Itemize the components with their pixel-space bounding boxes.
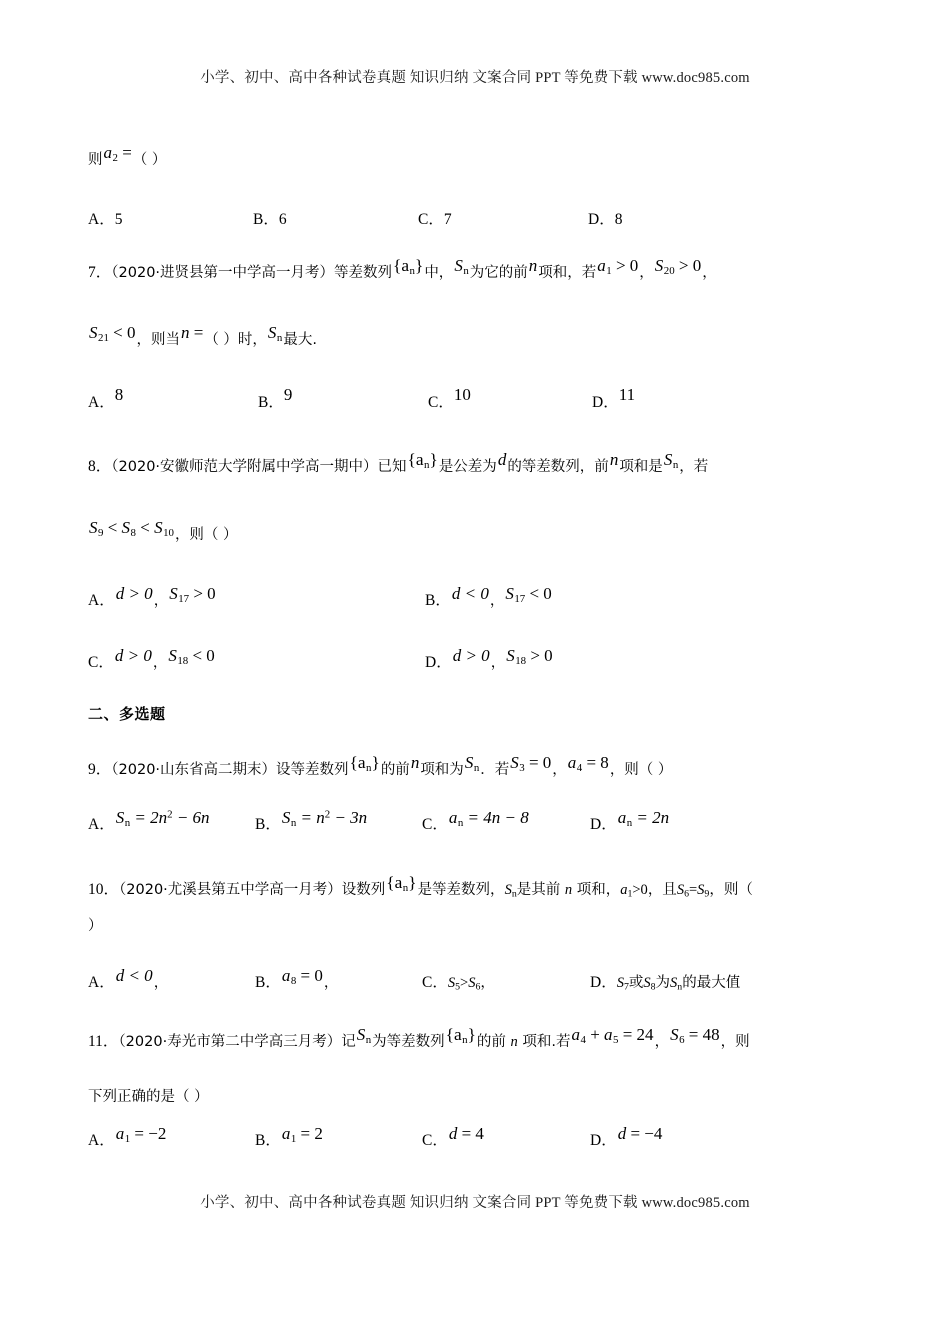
q9-option-c[interactable] (422, 808, 530, 835)
q11-text-b: 为等差数列 (372, 1034, 445, 1050)
q7-option-c[interactable] (428, 385, 471, 412)
q8-number: 8． (88, 458, 112, 475)
q8-option-b-math2: $S_{17} < 0$ (505, 584, 552, 606)
q9-text-d: ．若 (480, 762, 510, 778)
q9-option-d[interactable] (590, 808, 670, 835)
q7-line2-n: n = (180, 323, 204, 342)
question-11-stem-line1 (88, 1025, 878, 1052)
q10-option-c[interactable] (422, 970, 495, 992)
q7-option-b-label: B． (258, 394, 284, 411)
q9-text-c: 项和为 (420, 762, 464, 778)
q11-sn-math: $S_n$ (356, 1025, 372, 1047)
q8-d-math: d (497, 450, 507, 469)
q10-option-d-math-1: $S_7$ (616, 975, 629, 993)
q11-option-a-label: A． (88, 1132, 115, 1149)
q8-option-a[interactable] (88, 584, 217, 611)
q6-option-b-label: B． (253, 211, 279, 228)
question-7-stem-line1 (88, 256, 878, 283)
question-8-stem-line2 (88, 518, 878, 545)
q8-option-c-math2: $S_{18} < 0$ (168, 646, 215, 668)
q10-option-d-math-3: $S_n$ (670, 975, 683, 993)
q6-option-c-label: C． (418, 211, 444, 228)
q8-option-d[interactable] (425, 646, 554, 673)
q9-option-d-math: $a_n = 2n$ (617, 808, 670, 830)
q6-option-a[interactable] (88, 207, 122, 229)
q11-sequence-math: $\{a_n\}$ (445, 1025, 476, 1047)
q11-text-a: 记 (341, 1034, 356, 1050)
q7-option-a-label: A． (88, 394, 115, 411)
q7-condition-3: $S_{21} < 0$ (89, 323, 136, 345)
q6-option-a-text: 5 (114, 211, 123, 228)
q8-text-a: 已知 (377, 459, 407, 475)
q8-inequality: $S_9 < S_8 < S_{10}$ (89, 518, 174, 540)
q10-option-b-math: $a_8 = 0$ (281, 966, 323, 988)
q8-option-d-math2: $S_{18} > 0$ (506, 646, 553, 668)
q10-option-a-label: A． (88, 974, 115, 991)
q8-option-d-sep: ， (490, 655, 506, 671)
q9-sn-math: $S_n$ (464, 753, 480, 775)
q11-text-d: 项和.若 (517, 1034, 571, 1050)
q7-number: 7． (88, 264, 112, 281)
running-head: 小学、初中、高中各种试卷真题 知识归纳 文案合同 PPT 等免费下载 www.doc985.com (200, 70, 750, 86)
q11-option-c-label: C． (422, 1132, 448, 1149)
q9-option-b[interactable] (255, 808, 368, 835)
q11-n-math: n (510, 1034, 518, 1050)
q8-text-b: 是公差为 (438, 459, 497, 475)
q11-condition-2: $S_6 = 48$ (670, 1025, 720, 1047)
q8-option-b[interactable] (425, 584, 553, 611)
q10-option-d[interactable] (590, 970, 740, 992)
q10-text-f: ，则（ (709, 882, 753, 898)
q8-option-b-sep: ， (489, 593, 505, 609)
q8-option-c-label: C． (88, 654, 114, 671)
q11-option-a[interactable] (88, 1124, 167, 1151)
q8-option-d-label: D． (425, 654, 452, 671)
q10-source: （2020·尤溪县第五中学高一月考） (119, 882, 342, 898)
q7-text-d: 项和，若 (538, 265, 597, 281)
q7-option-d-text: 11 (618, 385, 636, 404)
q10-option-b[interactable] (255, 966, 339, 993)
q10-a1-condition: $a_1>0$ (620, 882, 648, 900)
q6-option-a-label: A． (88, 211, 115, 228)
q10-option-c-math: $S_5>S_6$ (447, 975, 481, 993)
q10-option-d-label: D． (590, 974, 617, 991)
q11-number: 11． (88, 1033, 119, 1050)
q11-source: （2020·寿光市第二中学高三月考） (118, 1034, 342, 1050)
q8-text-c: 的等差数列，前 (507, 459, 609, 475)
q7-line2-text-c: 最大. (283, 332, 317, 348)
q8-option-c[interactable] (88, 646, 216, 673)
q10-text-d: 项和， (572, 882, 621, 898)
q11-comma-1: ， (654, 1034, 670, 1050)
q10-option-d-math-2: $S_8$ (643, 975, 656, 993)
q9-tail: ，则（ ） (609, 762, 673, 778)
q7-line2-text-b: 时， (237, 332, 267, 348)
q8-option-c-math: d > 0 (114, 646, 152, 665)
q8-option-a-math: d > 0 (115, 584, 153, 603)
q10-option-c-tail: ， (480, 975, 495, 991)
q8-option-a-label: A． (88, 592, 115, 609)
q11-option-a-math: $a_1 = -2$ (115, 1124, 167, 1146)
question-9-stem (88, 753, 878, 780)
q8-n-math: n (609, 450, 619, 469)
q11-option-b-label: B． (255, 1132, 281, 1149)
q9-option-c-math: $a_n = 4n - 8$ (448, 808, 529, 830)
q6-option-c[interactable] (418, 207, 452, 229)
q11-option-d-label: D． (590, 1132, 617, 1149)
q10-option-d-mid: 或 (628, 975, 644, 991)
q6-answer-paren: （ ） (132, 152, 167, 168)
q9-option-a[interactable] (88, 808, 211, 835)
q8-option-c-sep: ， (152, 655, 168, 671)
q11-option-d-math: d = −4 (617, 1124, 663, 1143)
q7-comma-2: ， (702, 265, 717, 281)
q9-option-a-math: $S_n = 2n^2 - 6n$ (115, 808, 210, 830)
q10-option-b-label: B． (255, 974, 281, 991)
section-heading-multiple-choice: 二、多选题 (88, 705, 166, 723)
q7-text-b: 中， (424, 265, 454, 281)
q11-option-c-math: d = 4 (448, 1124, 484, 1143)
q10-sn-math: $S_n$ (504, 882, 517, 900)
q7-option-d-label: D． (592, 394, 619, 411)
question-7-stem-line2 (88, 323, 878, 350)
q7-option-c-label: C． (428, 394, 454, 411)
q10-option-d-mid2: 为 (655, 975, 671, 991)
q8-sequence-math: $\{a_n\}$ (407, 450, 438, 472)
q11-option-b-math: $a_1 = 2$ (281, 1124, 323, 1146)
q8-option-b-label: B． (425, 592, 451, 609)
q7-n-math: n (528, 256, 538, 275)
q8-line2-tail: ，则（ ） (174, 527, 238, 543)
q9-option-d-label: D． (590, 816, 617, 833)
q6-option-d-label: D． (588, 211, 615, 228)
q10-option-b-tail: ， (323, 975, 339, 991)
q9-option-b-label: B． (255, 816, 281, 833)
q7-option-a[interactable] (88, 385, 124, 412)
q9-text-b: 的前 (380, 762, 410, 778)
q9-condition-1: $S_3 = 0$ (510, 753, 552, 775)
q11-option-c[interactable] (422, 1124, 485, 1150)
q7-text-a: 等差数列 (334, 265, 393, 281)
q9-condition-2: $a_4 = 8$ (567, 753, 609, 775)
q7-line2-sn: $S_n$ (267, 323, 283, 345)
q8-source: （2020·安徽师范大学附属中学高一期中） (111, 459, 378, 475)
q8-text-d: 项和是 (619, 459, 663, 475)
question-8-stem-line1 (88, 450, 878, 477)
question-6-stem-tail (88, 143, 878, 170)
q6-stem-lead: 则 (88, 152, 103, 168)
q7-condition-1: $a_1 > 0$ (597, 256, 639, 278)
q10-n-math: n (564, 882, 573, 898)
q6-option-b[interactable] (253, 207, 287, 229)
q11-condition-1: $a_4 + a_5 = 24$ (571, 1025, 654, 1047)
q11-line2-text: 下列正确的是（ ） (88, 1089, 209, 1105)
q10-text-a: 设数列 (341, 882, 386, 898)
q9-text-a: 设等差数列 (276, 762, 349, 778)
q9-n-math: n (410, 753, 420, 772)
q10-text-c: 是其前 (516, 882, 565, 898)
q7-source: （2020·进贤县第一中学高一月考） (111, 265, 335, 281)
q10-number: 10． (88, 881, 120, 898)
q6-stem-math: $a_2$ = (103, 143, 132, 165)
q9-number: 9． (88, 761, 112, 778)
q7-sn-math: $S_n$ (454, 256, 469, 278)
q7-text-c: 为它的前 (469, 265, 528, 281)
q10-sequence-math: $\{a_n\}$ (386, 873, 417, 895)
q10-option-a-tail: ， (153, 975, 169, 991)
q8-sn-math: $S_n$ (663, 450, 679, 472)
q10-option-a[interactable] (88, 966, 169, 992)
q10-text-b: 是等差数列， (417, 882, 505, 898)
q9-option-a-label: A． (88, 816, 115, 833)
q10-option-c-label: C． (422, 974, 448, 991)
q6-option-d-text: 8 (614, 211, 623, 228)
q11-option-b[interactable] (255, 1124, 324, 1151)
q7-option-b-text: 9 (283, 385, 293, 404)
q9-option-c-label: C． (422, 816, 448, 833)
q8-option-d-math: d > 0 (452, 646, 490, 665)
q11-text-c: 的前 (476, 1034, 511, 1050)
q7-sequence-math: $\{a_n\}$ (393, 256, 424, 278)
q6-option-b-text: 6 (278, 211, 287, 228)
q8-option-a-sep: ， (153, 593, 169, 609)
q7-option-d[interactable] (592, 385, 636, 412)
q6-option-c-text: 7 (443, 211, 452, 228)
q8-option-a-math2: $S_{17} > 0$ (169, 584, 216, 606)
q10-option-d-tail: 的最大值 (682, 975, 741, 991)
q10-text-e: ，且 (647, 882, 677, 898)
question-10-stem-line2 (88, 918, 878, 934)
q11-text-e: ，则 (720, 1034, 750, 1050)
q7-line2-text-a: ，则当 (136, 332, 180, 348)
q7-option-b[interactable] (258, 385, 293, 412)
q9-source: （2020·山东省高二期末） (111, 762, 277, 778)
q7-option-a-text: 8 (114, 385, 124, 404)
q9-comma-1: ， (552, 762, 567, 778)
q9-option-b-math: $S_n = n^2 - 3n$ (281, 808, 368, 830)
q6-option-d[interactable] (588, 207, 622, 229)
q7-condition-2: $S_{20} > 0$ (654, 256, 702, 278)
q7-answer-paren: （ ） (204, 332, 238, 348)
q11-option-d[interactable] (590, 1124, 663, 1150)
q8-option-b-math: d < 0 (451, 584, 489, 603)
q10-option-a-math: d < 0 (115, 966, 153, 985)
question-10-stem-line1 (88, 873, 878, 900)
q7-option-c-text: 10 (453, 385, 471, 404)
question-11-stem-line2 (88, 1089, 878, 1105)
q9-sequence-math: $\{a_n\}$ (349, 753, 380, 775)
q8-text-e: ，若 (679, 459, 709, 475)
q10-paren-close: ） (88, 918, 103, 934)
q10-s6-s9-condition: $S_6=S_9$ (676, 882, 710, 900)
q7-comma-1: ， (639, 265, 654, 281)
running-foot: 小学、初中、高中各种试卷真题 知识归纳 文案合同 PPT 等免费下载 www.doc985.com (200, 1195, 750, 1211)
